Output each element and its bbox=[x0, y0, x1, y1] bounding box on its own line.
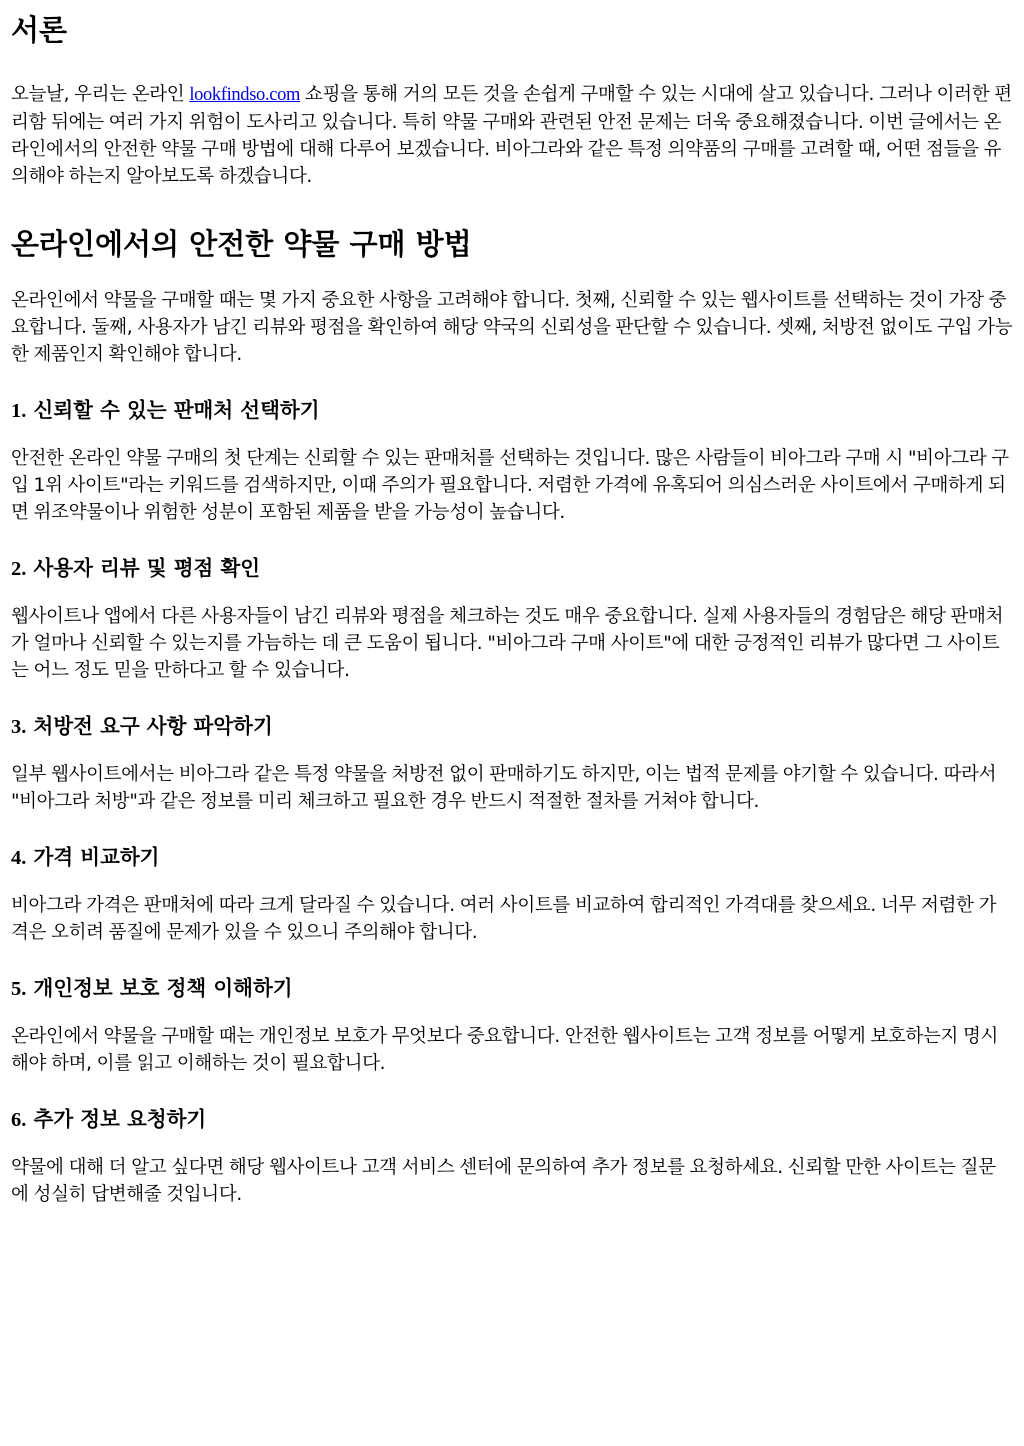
intro-heading: 서론 bbox=[11, 13, 68, 47]
section-number: 5. bbox=[11, 978, 27, 1000]
intro-text-start: 오늘날, 우리는 온라인 bbox=[11, 84, 190, 105]
section-heading-6 bbox=[11, 1105, 1013, 1134]
section-paragraph-4: 비아그라 가격은 판매처에 따라 크게 달라질 수 있습니다. 여러 사이트를 비교하여 합리적인 가격대를 찾으세요. 너무 저렴한 가격은 오히려 품질에 문제가 있을 수 있으니 주의해야 합니다. bbox=[11, 895, 997, 943]
section-number: 4. bbox=[11, 847, 27, 869]
section-heading-2 bbox=[11, 554, 1013, 583]
section-number: 2. bbox=[11, 558, 27, 580]
main-paragraph: 온라인에서 약물을 구매할 때는 몇 가지 중요한 사항을 고려해야 합니다. 첫째, 신뢰할 수 있는 웹사이트를 선택하는 것이 가장 중요합니다. 둘째, 사용자가 남긴 리뷰와 평점을 확인하여 해당 약국의 신뢰성을 판단할 수 있습니다. 셋째, 처방전 없이도 구입 가능한 제품인지 확인해야 합니다. bbox=[11, 290, 1013, 365]
section-paragraph-1: 안전한 온라인 약물 구매의 첫 단계는 신뢰할 수 있는 판매처를 선택하는 것입니다. 많은 사람들이 비아그라 구매 시 "비아그라 구입 1위 사이트"라는 키워드를 검색하지만, 이때 주의가 필요합니다. 저렴한 가격에 유혹되어 의심스러운 사이트에서 구매하게 되면 위조약물이나 위험한 성분이 포함된 제품을 받을 가능성이 높습니다. bbox=[11, 448, 1009, 523]
main-heading: 온라인에서의 안전한 약물 구매 방법 bbox=[11, 227, 472, 261]
section-title: 신뢰할 수 있는 판매처 선택하기 bbox=[26, 398, 320, 422]
lookfindso-link[interactable]: lookfindso.com bbox=[189, 85, 301, 105]
intro-paragraph bbox=[11, 81, 1013, 190]
section-paragraph-5: 온라인에서 약물을 구매할 때는 개인정보 보호가 무엇보다 중요합니다. 안전한 웹사이트는 고객 정보를 어떻게 보호하는지 명시해야 하며, 이를 읽고 이해하는 것이 필요합니다. bbox=[11, 1026, 999, 1074]
section-title: 추가 정보 요청하기 bbox=[26, 1107, 207, 1131]
section-heading-4 bbox=[11, 843, 1013, 872]
intro-text-end: 쇼핑을 통해 거의 모든 것을 손쉽게 구매할 수 있는 시대에 살고 있습니다. 그러나 이러한 편리함 뒤에는 여러 가지 위험이 도사리고 있습니다. 특히 약물 구매와 관련된 안전 문제는 더욱 중요해졌습니다. 이번 글에서는 온라인에서의 안전한 약물 구매 방법에 대해 다루어 보겠습니다. 비아그라와 같은 특정 의약품의 구매를 고려할 때, 어떤 점들을 유의해야 하는지 알아보도록 하겠습니다. bbox=[11, 84, 1012, 187]
section-title: 가격 비교하기 bbox=[26, 845, 160, 869]
section-number: 6. bbox=[11, 1109, 27, 1131]
section-paragraph-2: 웹사이트나 앱에서 다른 사용자들이 남긴 리뷰와 평점을 체크하는 것도 매우 중요합니다. 실제 사용자들의 경험담은 해당 판매처가 얼마나 신뢰할 수 있는지를 가늠하는 데 큰 도움이 됩니다. "비아그라 구매 사이트"에 대한 긍정적인 리뷰가 많다면 그 사이트는 어느 정도 믿을 만하다고 할 수 있습니다. bbox=[11, 606, 1004, 681]
section-heading-1 bbox=[11, 396, 1013, 425]
section-heading-5 bbox=[11, 974, 1013, 1003]
section-number: 1. bbox=[11, 400, 27, 422]
section-heading-3 bbox=[11, 712, 1013, 741]
section-title: 개인정보 보호 정책 이해하기 bbox=[26, 976, 293, 1000]
section-paragraph-6: 약물에 대해 더 알고 싶다면 해당 웹사이트나 고객 서비스 센터에 문의하여 추가 정보를 요청하세요. 신뢰할 만한 사이트는 질문에 성실히 답변해줄 것입니다. bbox=[11, 1157, 996, 1205]
section-paragraph-3: 일부 웹사이트에서는 비아그라 같은 특정 약물을 처방전 없이 판매하기도 하지만, 이는 법적 문제를 야기할 수 있습니다. 따라서 "비아그라 처방"과 같은 정보를 미리 체크하고 필요한 경우 반드시 적절한 절차를 거쳐야 합니다. bbox=[11, 764, 997, 812]
section-number: 3. bbox=[11, 716, 27, 738]
section-title: 사용자 리뷰 및 평점 확인 bbox=[26, 556, 261, 580]
section-title: 처방전 요구 사항 파악하기 bbox=[26, 714, 273, 738]
